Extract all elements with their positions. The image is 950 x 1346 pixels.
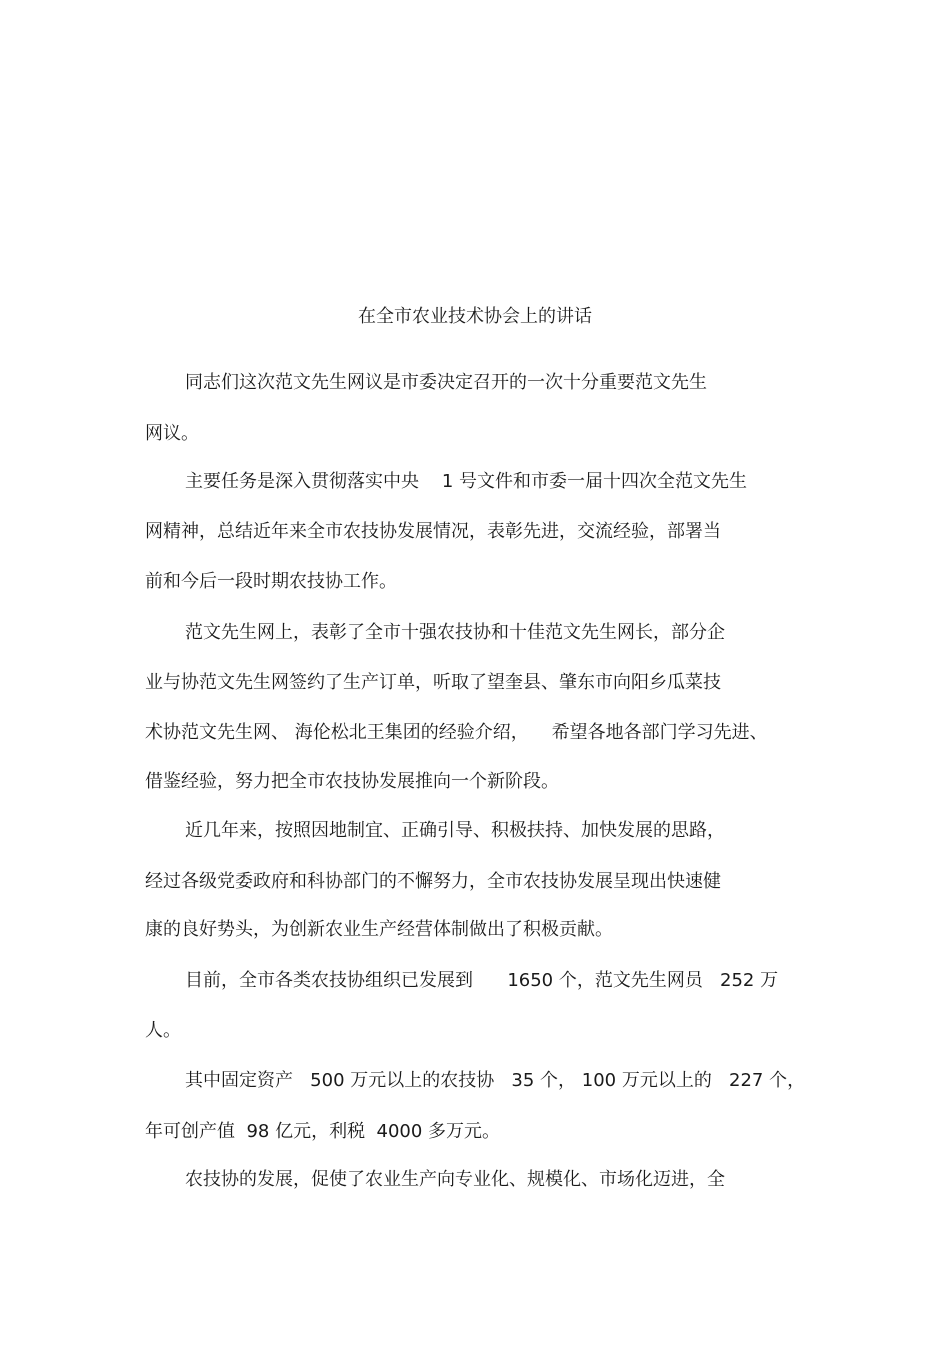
paragraph-line: 网精神，总结近年来全市农技协发展情况，表彰先进，交流经验，部署当 — [145, 521, 721, 542]
paragraph-line: 主要任务是深入贯彻落实中央 1 号文件和市委一届十四次全范文先生 — [185, 471, 748, 492]
paragraph-line: 业与协范文先生网签约了生产订单，听取了望奎县、肇东市向阳乡瓜菜技 — [145, 672, 721, 693]
paragraph-line: 经过各级党委政府和科协部门的不懈努力，全市农技协发展呈现出快速健 — [145, 871, 721, 892]
paragraph-line: 年可创产值 98 亿元，利税 4000 多万元。 — [145, 1121, 501, 1142]
paragraph-line: 同志们这次范文先生网议是市委决定召开的一次十分重要范文先生 — [185, 372, 707, 393]
document-title: 在全市农业技术协会上的讲话 — [358, 306, 592, 327]
paragraph-line: 近几年来，按照因地制宜、正确引导、积极扶持、加快发展的思路， — [185, 820, 725, 841]
paragraph-line: 网议。 — [145, 423, 199, 444]
paragraph-line: 前和今后一段时期农技协工作。 — [145, 571, 397, 592]
paragraph-line: 范文先生网上，表彰了全市十强农技协和十佳范文先生网长，部分企 — [185, 622, 725, 643]
paragraph-line: 目前，全市各类农技协组织已发展到 1650 个，范文先生网员 252 万 — [185, 970, 779, 991]
paragraph-line: 农技协的发展，促使了农业生产向专业化、规模化、市场化迈进，全 — [185, 1169, 725, 1190]
paragraph-line: 人。 — [145, 1020, 181, 1041]
paragraph-line: 康的良好势头，为创新农业生产经营体制做出了积极贡献。 — [145, 919, 613, 940]
paragraph-line: 术协范文先生网、 海伦松北王集团的经验介绍， 希望各地各部门学习先进、 — [145, 722, 768, 743]
paragraph-line: 其中固定资产 500 万元以上的农技协 35 个， 100 万元以上的 227 个， — [185, 1070, 806, 1091]
paragraph-line: 借鉴经验，努力把全市农技协发展推向一个新阶段。 — [145, 771, 559, 792]
